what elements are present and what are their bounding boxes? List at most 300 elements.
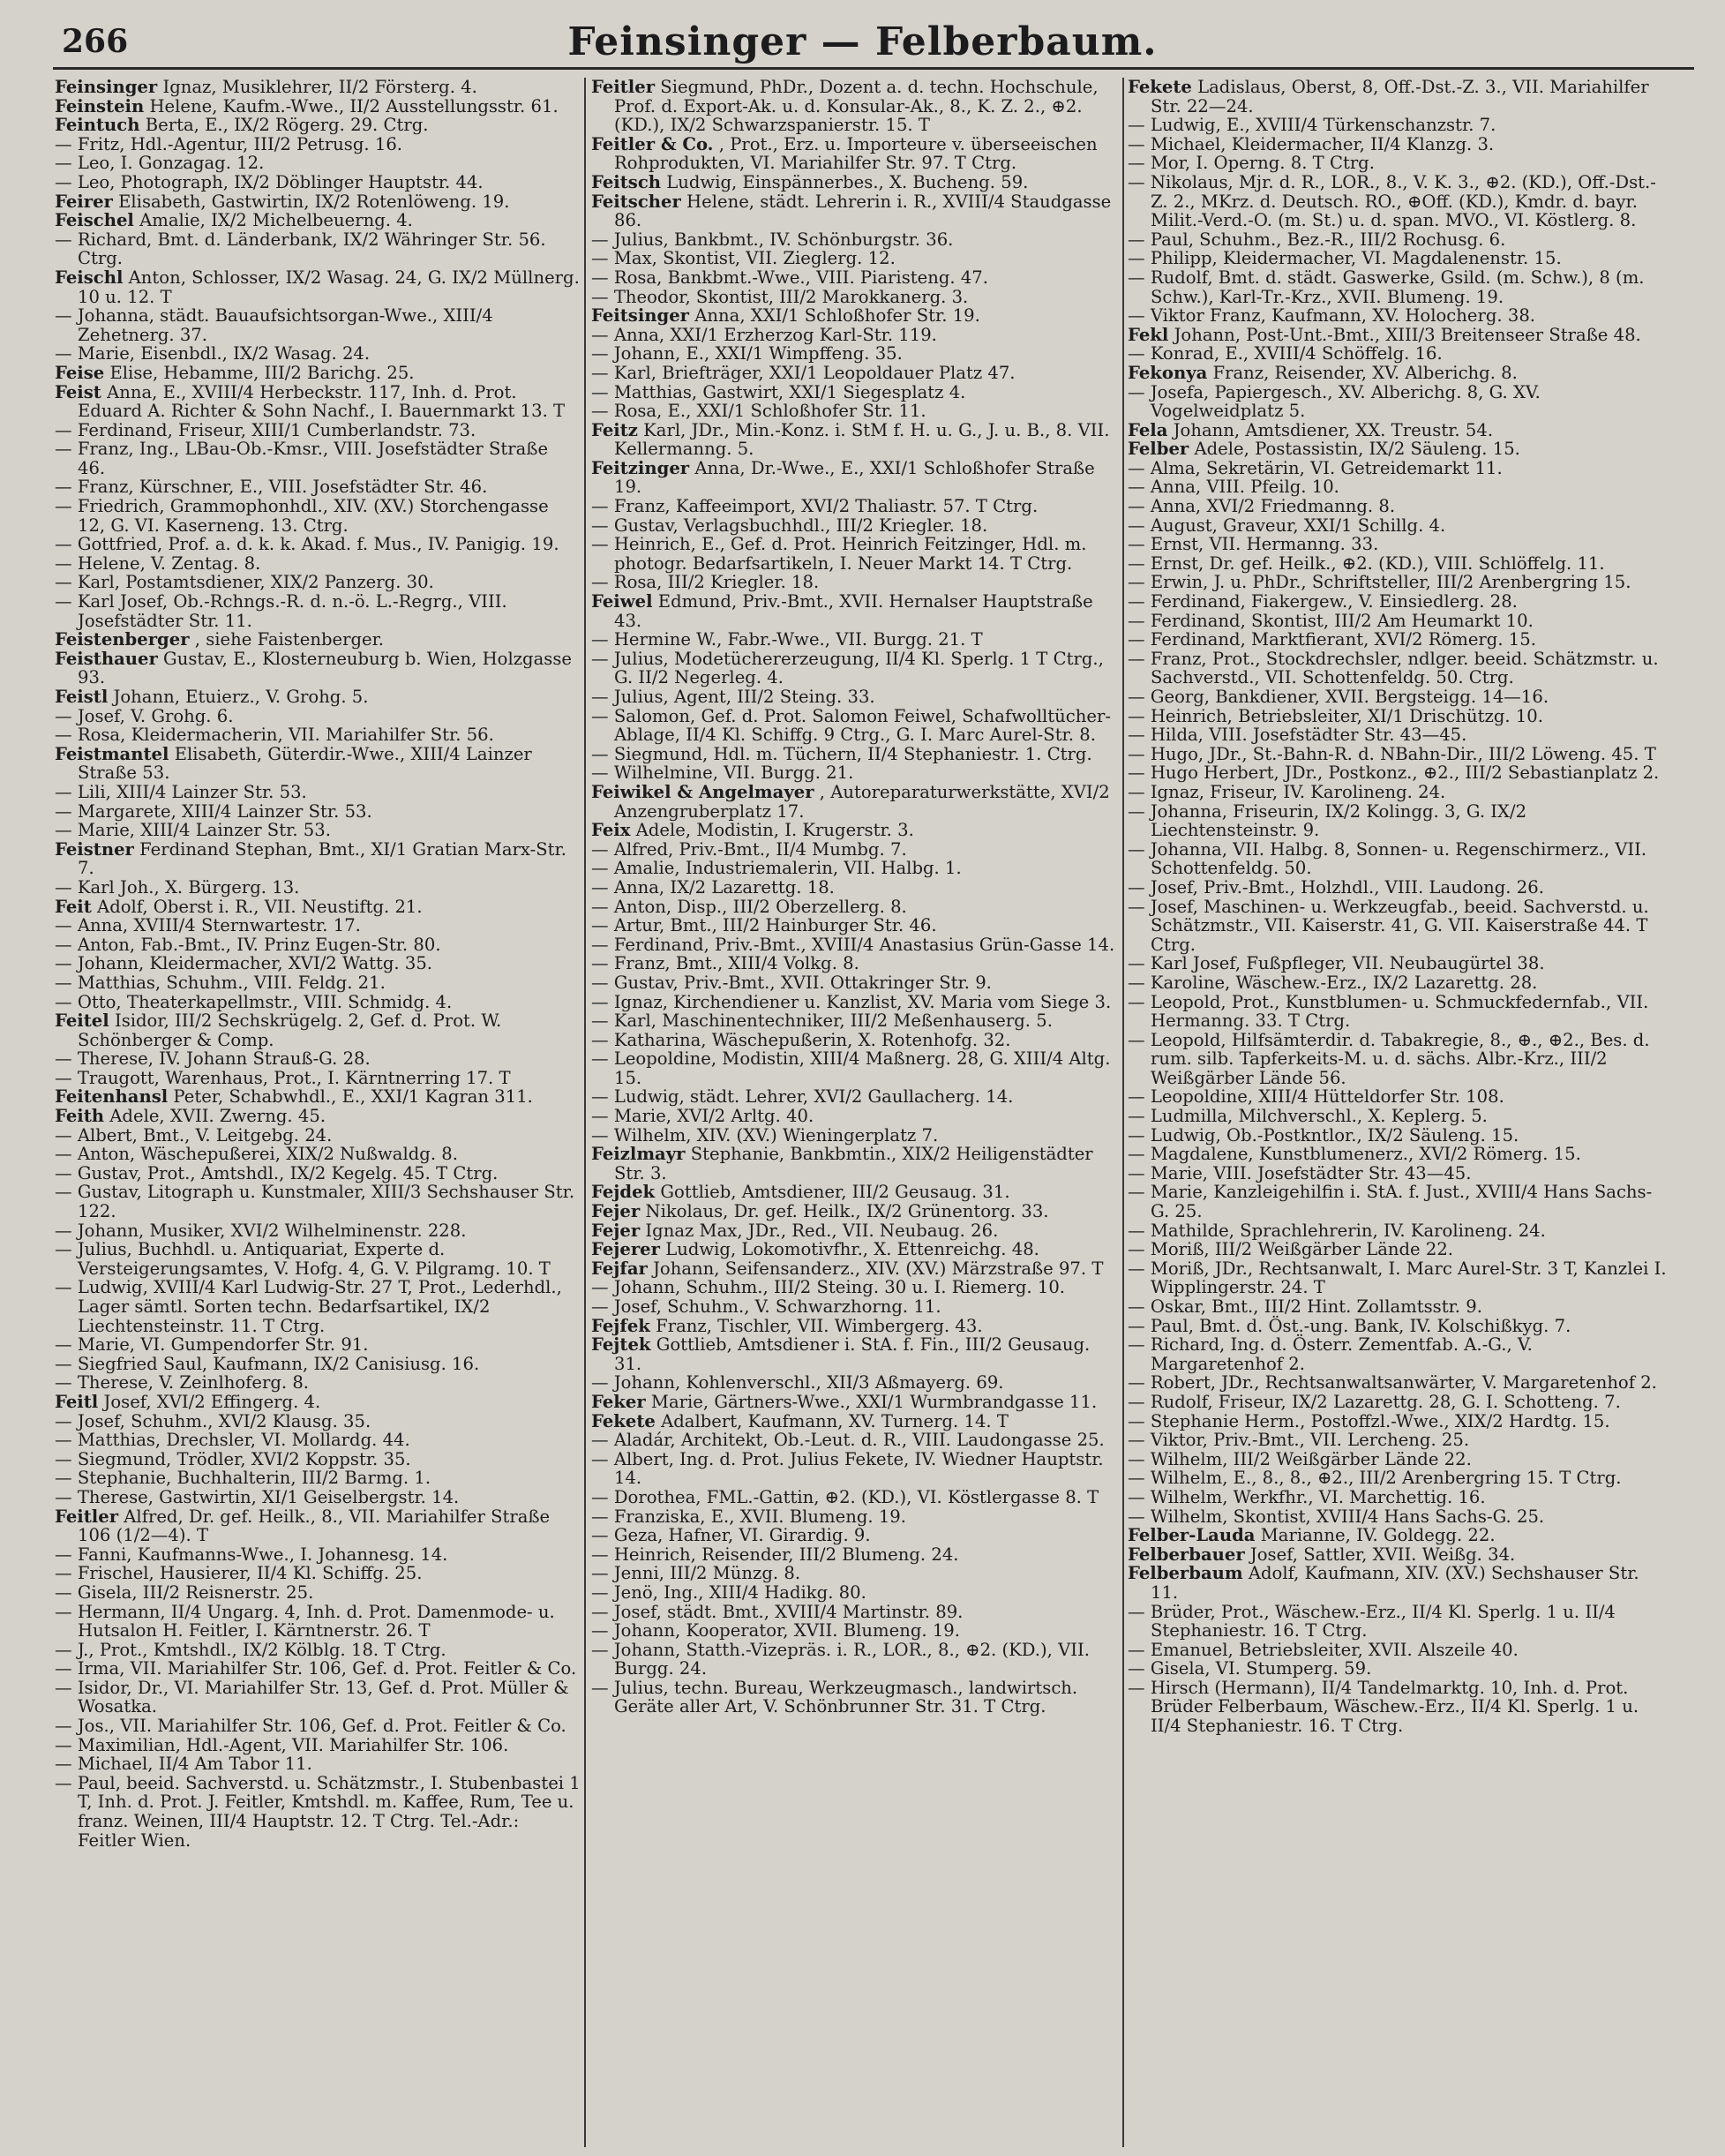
directory-entry bbox=[591, 859, 1117, 878]
directory-entry bbox=[591, 1335, 1117, 1373]
entry-surname: Feiwikel & Angelmayer bbox=[591, 781, 814, 802]
directory-entry bbox=[55, 1087, 581, 1107]
directory-entry bbox=[591, 1278, 1117, 1297]
entry-text: — Ludwig, städt. Lehrer, XVI/2 Gaullacherg. 14. bbox=[591, 1086, 1014, 1108]
entry-surname: Fejdek bbox=[591, 1182, 656, 1203]
entry-text: — Traugott, Warenhaus, Prot., I. Kärntnerring 17. T bbox=[55, 1067, 511, 1088]
directory-entry bbox=[1128, 954, 1668, 973]
directory-entry bbox=[1128, 1450, 1668, 1469]
directory-entry bbox=[1128, 1526, 1668, 1545]
entry-text: — Paul, beeid. Sachverstd. u. Schätzmstr., I. Stubenbastei 1 T, Inh. d. Prot. J. Feitler, Kmtshdl. m. Kaffee, Rum, Tee u. franz. Weinen, III/4 Hauptstr. 12. T Ctrg. Tel.-Adr.: Feitler Wien. bbox=[55, 1772, 581, 1851]
entry-surname: Feise bbox=[55, 362, 105, 383]
entry-text: — Franz, Ing., LBau-Ob.-Kmsr., VIII. Josefstädter Straße 46. bbox=[55, 439, 549, 478]
directory-entry bbox=[591, 306, 1117, 326]
directory-entry bbox=[1128, 1488, 1668, 1507]
entry-text: — Ludwig, Ob.-Postkntlor., IX/2 Säuleng. 15. bbox=[1128, 1124, 1519, 1146]
entry-text: — Josef, städt. Bmt., XVIII/4 Martinstr. 89. bbox=[591, 1601, 964, 1622]
entry-text: Peter, Schabwhdl., E., XXI/1 Kagran 311. bbox=[173, 1086, 533, 1108]
directory-entry bbox=[591, 1297, 1117, 1317]
directory-entry bbox=[1128, 687, 1668, 707]
directory-entry bbox=[591, 573, 1117, 592]
entry-text: — Ferdinand, Priv.-Bmt., XVIII/4 Anastasius Grün-Gasse 14. bbox=[591, 934, 1115, 955]
entry-surname: Feitsch bbox=[591, 171, 662, 192]
directory-entry bbox=[591, 1621, 1117, 1641]
entry-text: — Anton, Wäschepußerei, XIX/2 Nußwaldg. 8. bbox=[55, 1144, 458, 1165]
entry-text: Ferdinand Stephan, Bmt., XI/1 Gratian Marx-Str. 7. bbox=[78, 838, 566, 879]
entry-text: — Rosa, Bankbmt.-Wwe., VIII. Piaristeng. 47. bbox=[591, 267, 988, 288]
entry-text: — Frischel, Hausierer, II/4 Kl. Schiffg. 25. bbox=[55, 1563, 423, 1584]
directory-entry bbox=[55, 1164, 581, 1183]
entry-text: — Hugo, JDr., St.-Bahn-R. d. NBahn-Dir., III/2 Löweng. 45. T bbox=[1128, 743, 1656, 764]
directory-entry bbox=[55, 1126, 581, 1146]
directory-entry bbox=[591, 78, 1117, 135]
directory-entry bbox=[55, 1393, 581, 1412]
directory-entry bbox=[1128, 1183, 1668, 1221]
entry-text: — Lili, XIII/4 Lainzer Str. 53. bbox=[55, 781, 307, 802]
directory-entry bbox=[1128, 725, 1668, 745]
directory-entry bbox=[55, 439, 581, 477]
directory-entry bbox=[55, 1641, 581, 1660]
directory-entry bbox=[591, 459, 1117, 497]
entry-text: — Mathilde, Sprachlehrerin, IV. Karolineng. 24. bbox=[1128, 1220, 1546, 1241]
entry-text: Berta, E., IX/2 Rögerg. 29. Ctrg. bbox=[145, 115, 429, 136]
entry-text: Franz, Tischler, VII. Wimbergerg. 43. bbox=[656, 1315, 983, 1336]
entry-surname: Fejfek bbox=[591, 1315, 650, 1336]
directory-entry bbox=[55, 1278, 581, 1335]
entry-text: — Johann, Kleidermacher, XVI/2 Wattg. 35. bbox=[55, 953, 433, 974]
directory-entry bbox=[55, 477, 581, 497]
directory-entry bbox=[55, 935, 581, 955]
directory-entry bbox=[591, 1031, 1117, 1050]
directory-entry bbox=[591, 344, 1117, 364]
directory-entry bbox=[591, 1259, 1117, 1279]
entry-text: — Alma, Sekretärin, VI. Getreidemarkt 11. bbox=[1128, 457, 1503, 478]
entry-text: — Gisela, III/2 Reisnerstr. 25. bbox=[55, 1581, 314, 1603]
directory-entry bbox=[591, 763, 1117, 783]
entry-text: Nikolaus, Dr. gef. Heilk., IX/2 Grünentorg. 33. bbox=[645, 1201, 1049, 1222]
entry-text: — Karoline, Wäschew.-Erz., IX/2 Lazarettg. 28. bbox=[1128, 972, 1538, 993]
entry-text: — Karl, Maschinentechniker, III/2 Meßenhauserg. 5. bbox=[591, 1010, 1053, 1032]
entry-surname: Feistenberger bbox=[55, 629, 190, 650]
directory-entry bbox=[1128, 1164, 1668, 1183]
directory-entry bbox=[1128, 973, 1668, 993]
directory-entry bbox=[55, 554, 581, 574]
directory-entry bbox=[1128, 154, 1668, 173]
entry-text: — Rosa, Kleidermacherin, VII. Mariahilfer Str. 56. bbox=[55, 725, 494, 746]
directory-entry bbox=[55, 573, 581, 592]
directory-entry bbox=[1128, 1603, 1668, 1641]
directory-entry bbox=[55, 1717, 581, 1736]
entry-text: — Franz, Kürschner, E., VIII. Josefstädter Str. 46. bbox=[55, 477, 488, 498]
entry-text: Stephanie, Bankbmtin., XIX/2 Heiligenstädter Str. 3. bbox=[614, 1144, 1093, 1183]
entry-text: — Ferdinand, Friseur, XIII/1 Cumberlandstr. 73. bbox=[55, 419, 476, 440]
entry-text: — Moriß, JDr., Rechtsanwalt, I. Marc Aurel-Str. 3 T, Kanzlei I. Wipplingerstr. 24. T bbox=[1128, 1258, 1667, 1298]
entry-text: — Julius, Modetüchererzeugung, II/4 Kl. Sperlg. 1 T Ctrg., G. II/2 Negerleg. 4. bbox=[591, 648, 1104, 688]
directory-entry bbox=[55, 1145, 581, 1164]
page-title: Feinsinger — Felberbaum. bbox=[567, 19, 1158, 64]
entry-surname: Fejer bbox=[591, 1201, 641, 1222]
entry-text: — Hermine W., Fabr.-Wwe., VII. Burgg. 21. T bbox=[591, 629, 983, 650]
directory-entry bbox=[1128, 840, 1668, 878]
entry-text: — Margarete, XIII/4 Lainzer Str. 53. bbox=[55, 800, 372, 822]
entry-text: Gottlieb, Amtsdiener, III/2 Geusaug. 31. bbox=[660, 1182, 1010, 1203]
entry-text: — Josef, Maschinen- u. Werkzeugfab., beeid. Sachverstd. u. Schätzmstr., VII. Kaiserstr. 41, G. VII. Kaiserstraße 44. T Ctrg. bbox=[1128, 896, 1649, 955]
directory-entry bbox=[591, 1450, 1117, 1488]
entry-text: — Leopoldine, XIII/4 Hütteldorfer Str. 108. bbox=[1128, 1086, 1504, 1108]
directory-column-1 bbox=[55, 78, 581, 2147]
entry-text: — Therese, IV. Johann Strauß-G. 28. bbox=[55, 1048, 371, 1070]
entry-text: Isidor, III/2 Sechskrügelg. 2, Gef. d. Prot. W. Schönberger & Comp. bbox=[78, 1010, 502, 1050]
directory-entry bbox=[1128, 783, 1668, 802]
directory-entry bbox=[55, 1107, 581, 1126]
entry-text: — Michael, Kleidermacher, II/4 Klanzg. 3. bbox=[1128, 133, 1495, 154]
directory-entry bbox=[591, 1488, 1117, 1507]
entry-text: — Marie, XIII/4 Lainzer Str. 53. bbox=[55, 820, 331, 841]
entry-text: — Johann, Kooperator, XVII. Blumeng. 19. bbox=[591, 1620, 960, 1641]
directory-entry bbox=[55, 1049, 581, 1069]
entry-text: — Siegfried Saul, Kaufmann, IX/2 Canisiusg. 16. bbox=[55, 1353, 480, 1374]
entry-text: — Emanuel, Betriebsleiter, XVII. Alszeile 40. bbox=[1128, 1639, 1519, 1660]
directory-entry bbox=[55, 306, 581, 344]
directory-entry bbox=[1128, 78, 1668, 116]
directory-entry bbox=[55, 97, 581, 116]
directory-entry bbox=[591, 1221, 1117, 1241]
directory-entry bbox=[591, 535, 1117, 573]
entry-text: — Therese, Gastwirtin, XI/1 Geiselbergstr. 14. bbox=[55, 1486, 460, 1507]
entry-text: — Nikolaus, Mjr. d. R., LOR., 8., V. K. 3., ⊕2. (KD.), Off.-Dst.-Z. 2., MKrz. d. Deutsch. RO., ⊕Off. (KD.), Kmdr. d. bayr. Milit.-Verd.-O. (m. St.) u. d. span. MVO., VI. Köstlerg. 8. bbox=[1128, 171, 1656, 231]
entry-text: — Franziska, E., XVII. Blumeng. 19. bbox=[591, 1506, 907, 1527]
entry-text: — Konrad, E., XVIII/4 Schöffelg. 16. bbox=[1128, 343, 1443, 364]
directory-entry bbox=[55, 687, 581, 707]
directory-entry bbox=[1128, 1087, 1668, 1107]
entry-text: — Magdalene, Kunstblumenerz., XVI/2 Römerg. 15. bbox=[1128, 1144, 1581, 1165]
entry-text: Alfred, Dr. gef. Heilk., 8., VII. Mariahilfer Straße 106 (1/2—4). T bbox=[78, 1506, 551, 1546]
entry-text: — Ferdinand, Skontist, III/2 Am Heumarkt 10. bbox=[1128, 610, 1534, 631]
directory-entry bbox=[55, 840, 581, 878]
entry-surname: Feist bbox=[55, 381, 101, 402]
entry-text: Anton, Schlosser, IX/2 Wasag. 24, G. IX/2 Müllnerg. 10 u. 12. T bbox=[78, 267, 580, 307]
entry-text: Johann, Amtsdiener, XX. Treustr. 54. bbox=[1173, 419, 1494, 440]
directory-entry bbox=[55, 1754, 581, 1774]
entry-text: Franz, Reisender, XV. Alberichg. 8. bbox=[1212, 362, 1518, 383]
entry-text: — Josef, Schuhm., XVI/2 Klausg. 35. bbox=[55, 1410, 371, 1431]
directory-entry bbox=[591, 1545, 1117, 1565]
directory-entry bbox=[55, 1355, 581, 1374]
entry-surname: Fekete bbox=[1128, 78, 1192, 97]
entry-text: — Stephanie Herm., Postoffzl.-Wwe., XIX/2 Hardtg. 15. bbox=[1128, 1410, 1610, 1431]
directory-entry bbox=[1128, 1240, 1668, 1259]
directory-entry bbox=[55, 344, 581, 364]
entry-text: — Philipp, Kleidermacher, VI. Magdalenenstr. 15. bbox=[1128, 248, 1562, 269]
entry-text: Johann, Post-Unt.-Bmt., XIII/3 Breitenseer Straße 48. bbox=[1174, 324, 1641, 345]
directory-entry bbox=[591, 1373, 1117, 1393]
entry-text: — Amalie, Industriemalerin, VII. Halbg. 1. bbox=[591, 858, 962, 879]
directory-column-2 bbox=[591, 78, 1117, 2147]
directory-entry bbox=[591, 1087, 1117, 1107]
entry-text: — Johann, E., XXI/1 Wimpffeng. 35. bbox=[591, 343, 903, 364]
entry-text: Elisabeth, Gastwirtin, IX/2 Rotenlöweng. 19. bbox=[118, 191, 510, 212]
entry-text: — Richard, Ing. d. Österr. Zementfab. A.-G., V. Margaretenhof 2. bbox=[1128, 1334, 1533, 1374]
entry-text: — Gottfried, Prof. a. d. k. k. Akad. f. Mus., IV. Panigig. 19. bbox=[55, 534, 559, 555]
entry-text: — Geza, Hafner, VI. Girardig. 9. bbox=[591, 1525, 871, 1546]
directory-entry bbox=[591, 630, 1117, 650]
entry-text: — Johanna, Friseurin, IX/2 Kolingg. 3, G. IX/2 Liechtensteinstr. 9. bbox=[1128, 800, 1527, 841]
entry-text: Anna, Dr.-Wwe., E., XXI/1 Schloßhofer Straße 19. bbox=[614, 457, 1095, 498]
entry-text: — Leo, I. Gonzagag. 12. bbox=[55, 153, 265, 174]
entry-text: — Johann, Kohlenverschl., XII/3 Aßmayerg. 69. bbox=[591, 1372, 1004, 1394]
entry-text: — Rosa, E., XXI/1 Schloßhofer Str. 11. bbox=[591, 401, 926, 422]
entry-surname: Fejer bbox=[591, 1220, 641, 1241]
entry-surname: Feischel bbox=[55, 210, 134, 231]
entry-text: — Jenni, III/2 Münzg. 8. bbox=[591, 1563, 801, 1584]
directory-entry bbox=[1128, 439, 1668, 459]
entry-text: — Johanna, städt. Bauaufsichtsorgan-Wwe., XIII/4 Zehetnerg. 37. bbox=[55, 305, 493, 345]
entry-text: Gustav, E., Klosterneuburg b. Wien, Holzgasse 93. bbox=[78, 648, 572, 688]
entry-text: Ludwig, Einspännerbes., X. Bucheng. 59. bbox=[666, 171, 1029, 192]
entry-text: — Josef, Priv.-Bmt., Holzhdl., VIII. Laudong. 26. bbox=[1128, 876, 1544, 898]
directory-entry bbox=[55, 268, 581, 306]
entry-surname: Feinstein bbox=[55, 95, 145, 116]
entry-surname: Feiwel bbox=[591, 591, 653, 612]
directory-entry bbox=[55, 1488, 581, 1507]
entry-surname: Feistmantel bbox=[55, 743, 169, 764]
entry-text: — Isidor, Dr., VI. Mariahilfer Str. 13, Gef. d. Prot. Müller & Wosatka. bbox=[55, 1677, 569, 1717]
entry-text: — Helene, V. Zentag. 8. bbox=[55, 552, 261, 574]
directory-entry bbox=[591, 516, 1117, 536]
entry-text: — Mor, I. Operng. 8. T Ctrg. bbox=[1128, 153, 1375, 174]
entry-surname: Fekonya bbox=[1128, 362, 1208, 383]
entry-text: — Ernst, VII. Hermanng. 33. bbox=[1128, 534, 1379, 555]
entry-text: — Marie, Eisenbdl., IX/2 Wasag. 24. bbox=[55, 343, 371, 364]
entry-surname: Feitenhansl bbox=[55, 1086, 169, 1108]
directory-entry bbox=[1128, 1335, 1668, 1373]
entry-surname: Felber bbox=[1128, 439, 1189, 460]
directory-entry bbox=[55, 725, 581, 745]
directory-entry bbox=[55, 78, 581, 97]
directory-entry bbox=[591, 192, 1117, 230]
directory-entry bbox=[1128, 459, 1668, 478]
entry-text: — Wilhelm, E., 8., 8., ⊕2., III/2 Arenbergring 15. T Ctrg. bbox=[1128, 1468, 1622, 1489]
entry-text: — Erwin, J. u. PhDr., Schriftsteller, III/2 Arenbergring 15. bbox=[1128, 572, 1631, 593]
entry-text: — Ignaz, Friseur, IV. Karolineng. 24. bbox=[1128, 781, 1446, 802]
column-divider bbox=[584, 78, 586, 2147]
directory-entry bbox=[1128, 344, 1668, 364]
directory-entry bbox=[591, 1679, 1117, 1717]
column-divider bbox=[1122, 78, 1124, 2147]
entry-text: — Irma, VII. Mariahilfer Str. 106, Gef. d. Prot. Feitler & Co. bbox=[55, 1658, 577, 1679]
directory-entry bbox=[591, 1431, 1117, 1450]
entry-text: — Georg, Bankdiener, XVII. Bergsteigg. 14—16. bbox=[1128, 687, 1549, 707]
entry-surname: Fejfar bbox=[591, 1258, 648, 1279]
entry-text: Marianne, IV. Goldegg. 22. bbox=[1260, 1525, 1496, 1546]
entry-text: — Matthias, Drechsler, VI. Mollardg. 44. bbox=[55, 1430, 410, 1451]
directory-entry bbox=[1128, 1545, 1668, 1565]
entry-text: — Therese, V. Zeinlhoferg. 8. bbox=[55, 1372, 310, 1394]
entry-surname: Feitler bbox=[55, 1506, 119, 1527]
directory-entry bbox=[55, 1412, 581, 1431]
entry-text: — Josef, Schuhm., V. Schwarzhorng. 11. bbox=[591, 1296, 941, 1317]
directory-entry bbox=[591, 878, 1117, 898]
directory-entry bbox=[591, 1317, 1117, 1336]
directory-entry bbox=[55, 1507, 581, 1545]
directory-entry bbox=[1128, 135, 1668, 154]
directory-entry bbox=[55, 916, 581, 935]
directory-entry bbox=[591, 230, 1117, 250]
entry-text: — Franz, Kaffeeimport, XVI/2 Thaliastr. 57. T Ctrg. bbox=[591, 496, 1039, 517]
directory-entry bbox=[591, 249, 1117, 268]
entry-surname: Feker bbox=[591, 1391, 646, 1412]
directory-entry bbox=[1128, 878, 1668, 898]
directory-entry bbox=[1128, 1126, 1668, 1146]
directory-entry bbox=[1128, 1031, 1668, 1088]
directory-entry bbox=[591, 1011, 1117, 1031]
directory-entry bbox=[55, 1564, 581, 1583]
directory-entry bbox=[1128, 421, 1668, 440]
entry-text: — Leopold, Prot., Kunstblumen- u. Schmuckfedernfab., VII. Hermanng. 33. T Ctrg. bbox=[1128, 991, 1649, 1032]
directory-entry bbox=[1128, 1317, 1668, 1336]
entry-text: — Julius, Agent, III/2 Steing. 33. bbox=[591, 687, 875, 707]
directory-entry bbox=[1128, 554, 1668, 574]
entry-text: — Marie, VI. Gumpendorfer Str. 91. bbox=[55, 1334, 369, 1356]
entry-text: — Johann, Statth.-Vizepräs. i. R., LOR., 8., ⊕2. (KD.), VII. Burgg. 24. bbox=[591, 1639, 1090, 1679]
directory-entry bbox=[55, 650, 581, 687]
entry-text: — Matthias, Gastwirt, XXI/1 Siegesplatz 4. bbox=[591, 381, 966, 402]
entry-text: — Anna, VIII. Pfeilg. 10. bbox=[1128, 477, 1339, 498]
entry-surname: Feix bbox=[591, 820, 631, 841]
directory-entry bbox=[591, 954, 1117, 973]
directory-entry bbox=[55, 1659, 581, 1679]
directory-entry bbox=[1128, 612, 1668, 631]
directory-entry bbox=[55, 1736, 581, 1755]
entry-text: — Johanna, VII. Halbg. 8, Sonnen- u. Regenschirmerz., VII. Schottenfeldg. 50. bbox=[1128, 838, 1647, 879]
directory-entry bbox=[591, 821, 1117, 840]
entry-surname: Feit bbox=[55, 896, 92, 917]
directory-entry bbox=[55, 878, 581, 898]
directory-entry bbox=[55, 421, 581, 440]
entry-text: — Matthias, Schuhm., VIII. Feldg. 21. bbox=[55, 972, 386, 993]
directory-entry bbox=[591, 916, 1117, 935]
directory-entry bbox=[1128, 1221, 1668, 1241]
entry-text: — Otto, Theaterkapellmstr., VIII. Schmidg. 4. bbox=[55, 991, 453, 1012]
directory-entry bbox=[591, 1240, 1117, 1259]
directory-entry bbox=[1128, 1507, 1668, 1527]
directory-entry bbox=[55, 364, 581, 383]
entry-text: — Marie, VIII. Josefstädter Str. 43—45. bbox=[1128, 1162, 1472, 1183]
directory-entry bbox=[1128, 573, 1668, 592]
entry-text: — Artur, Bmt., III/2 Hainburger Str. 46. bbox=[591, 915, 937, 936]
entry-surname: Felberbauer bbox=[1128, 1544, 1245, 1565]
entry-text: — Paul, Schuhm., Bez.-R., III/2 Rochusg. 6. bbox=[1128, 229, 1506, 250]
entry-text: Helene, städt. Lehrerin i. R., XVIII/4 Staudgasse 86. bbox=[614, 191, 1112, 231]
directory-entry bbox=[591, 1107, 1117, 1126]
directory-entry bbox=[1128, 268, 1668, 306]
entry-text: — Johann, Musiker, XVI/2 Wilhelminenstr. 228. bbox=[55, 1220, 467, 1241]
directory-entry bbox=[55, 707, 581, 726]
directory-entry bbox=[1128, 650, 1668, 687]
entry-text: Anna, E., XVIII/4 Herbeckstr. 117, Inh. d. Prot. Eduard A. Richter & Sohn Nachf., I. Bauernmarkt 13. T bbox=[78, 381, 566, 422]
entry-text: — Friedrich, Grammophonhdl., XIV. (XV.) Storchengasse 12, G. VI. Kaserneng. 13. Ctrg. bbox=[55, 496, 549, 536]
entry-text: — Gustav, Prot., Amtshdl., IX/2 Kegelg. 45. T Ctrg. bbox=[55, 1162, 499, 1183]
entry-text: — Jenö, Ing., XIII/4 Hadikg. 80. bbox=[591, 1581, 866, 1603]
directory-entry bbox=[1128, 1659, 1668, 1679]
entry-text: — Franz, Prot., Stockdrechsler, ndlger. beeid. Schätzmstr. u. Sachverstd., VII. Schottenfeldg. 50. Ctrg. bbox=[1128, 648, 1659, 688]
entry-text: — Robert, JDr., Rechtsanwaltsanwärter, V. Margaretenhof 2. bbox=[1128, 1372, 1657, 1394]
directory-entry bbox=[55, 1583, 581, 1603]
page-header bbox=[0, 0, 1725, 69]
directory-entry bbox=[591, 973, 1117, 993]
directory-entry bbox=[55, 1373, 581, 1393]
entry-surname: Feitler bbox=[591, 78, 656, 97]
directory-entry bbox=[1128, 1679, 1668, 1736]
entry-text: — Leopold, Hilfsämterdir. d. Tabakregie, 8., ⊕., ⊕2., Bes. d. rum. silb. Tapferkeits-M. u. d. sächs. Albr.-Krz., III/2 Weißgärber Lände 56. bbox=[1128, 1029, 1650, 1088]
entry-surname: Feistner bbox=[55, 838, 134, 860]
directory-entry bbox=[1128, 763, 1668, 783]
directory-entry bbox=[55, 1774, 581, 1850]
directory-entry bbox=[55, 535, 581, 554]
directory-column-3 bbox=[1128, 78, 1668, 2147]
entry-text: — Fanni, Kaufmanns-Wwe., I. Johannesg. 14. bbox=[55, 1544, 448, 1565]
directory-entry bbox=[591, 288, 1117, 307]
entry-text: — Wilhelm, Skontist, XVIII/4 Hans Sachs-G. 25. bbox=[1128, 1506, 1545, 1527]
page-number: 266 bbox=[62, 23, 129, 60]
entry-text: — Jos., VII. Mariahilfer Str. 106, Gef. d. Prot. Feitler & Co. bbox=[55, 1716, 566, 1737]
directory-entry bbox=[1128, 1393, 1668, 1412]
directory-entry bbox=[55, 116, 581, 135]
entry-text: — Siegmund, Hdl. m. Tüchern, II/4 Stephaniestr. 1. Ctrg. bbox=[591, 743, 1092, 764]
entry-text: Johann, Etuierz., V. Grohg. 5. bbox=[113, 687, 369, 707]
entry-surname: Fejtek bbox=[591, 1334, 651, 1356]
entry-text: — Richard, Bmt. d. Länderbank, IX/2 Währinger Str. 56. Ctrg. bbox=[55, 229, 546, 269]
directory-entry bbox=[55, 821, 581, 840]
entry-text: — Karl Joh., X. Bürgerg. 13. bbox=[55, 876, 300, 898]
directory-entry bbox=[1128, 707, 1668, 726]
entry-text: — Leopoldine, Modistin, XIII/4 Maßnerg. 28, G. XIII/4 Altg. 15. bbox=[591, 1048, 1111, 1088]
directory-entry bbox=[55, 1240, 581, 1278]
entry-surname: Fejerer bbox=[591, 1239, 660, 1260]
directory-entry bbox=[1128, 1431, 1668, 1450]
directory-entry bbox=[55, 192, 581, 212]
entry-text: , Prot., Erz. u. Importeure v. überseeischen Rohprodukten, VI. Mariahilfer Str. 97. T Ctrg. bbox=[614, 133, 1098, 174]
directory-entry bbox=[55, 630, 581, 650]
entry-text: — Anton, Fab.-Bmt., IV. Prinz Eugen-Str. 80. bbox=[55, 934, 441, 955]
entry-surname: Feitl bbox=[55, 1391, 99, 1412]
directory-entry bbox=[1128, 173, 1668, 230]
directory-entry bbox=[591, 1603, 1117, 1622]
entry-surname: Feisthauer bbox=[55, 648, 158, 669]
entry-text: — Heinrich, Betriebsleiter, XI/1 Drischützg. 10. bbox=[1128, 705, 1543, 726]
entry-text: — Rosa, III/2 Kriegler. 18. bbox=[591, 572, 820, 593]
directory-entry bbox=[55, 230, 581, 268]
entry-surname: Feintuch bbox=[55, 115, 140, 136]
directory-entry bbox=[591, 707, 1117, 745]
directory-entry bbox=[55, 954, 581, 973]
entry-text: — Hermann, II/4 Ungarg. 4, Inh. d. Prot. Damenmode- u. Hutsalon H. Feitler, I. Kärntnerstr. 26. T bbox=[55, 1601, 555, 1641]
entry-text: — Josef, V. Grohg. 6. bbox=[55, 705, 234, 726]
directory-entry bbox=[55, 1450, 581, 1469]
entry-surname: Feirer bbox=[55, 191, 113, 212]
directory-entry bbox=[591, 1641, 1117, 1679]
entry-text: — Anton, Disp., III/2 Oberzellerg. 8. bbox=[591, 896, 907, 917]
entry-text: — Gustav, Priv.-Bmt., XVII. Ottakringer Str. 9. bbox=[591, 972, 992, 993]
directory-entry bbox=[55, 783, 581, 802]
directory-entry bbox=[1128, 1145, 1668, 1164]
entry-text: Josef, XVI/2 Effingerg. 4. bbox=[103, 1391, 321, 1412]
entry-text: — Stephanie, Buchhalterin, III/2 Barmg. 1. bbox=[55, 1468, 431, 1489]
entry-text: Adele, XVII. Zwerng. 45. bbox=[109, 1106, 326, 1127]
entry-text: — Siegmund, Trödler, XVI/2 Koppstr. 35. bbox=[55, 1448, 411, 1469]
entry-text: — Ludmilla, Milchverschl., X. Keplerg. 5. bbox=[1128, 1106, 1488, 1127]
directory-entry bbox=[591, 173, 1117, 192]
